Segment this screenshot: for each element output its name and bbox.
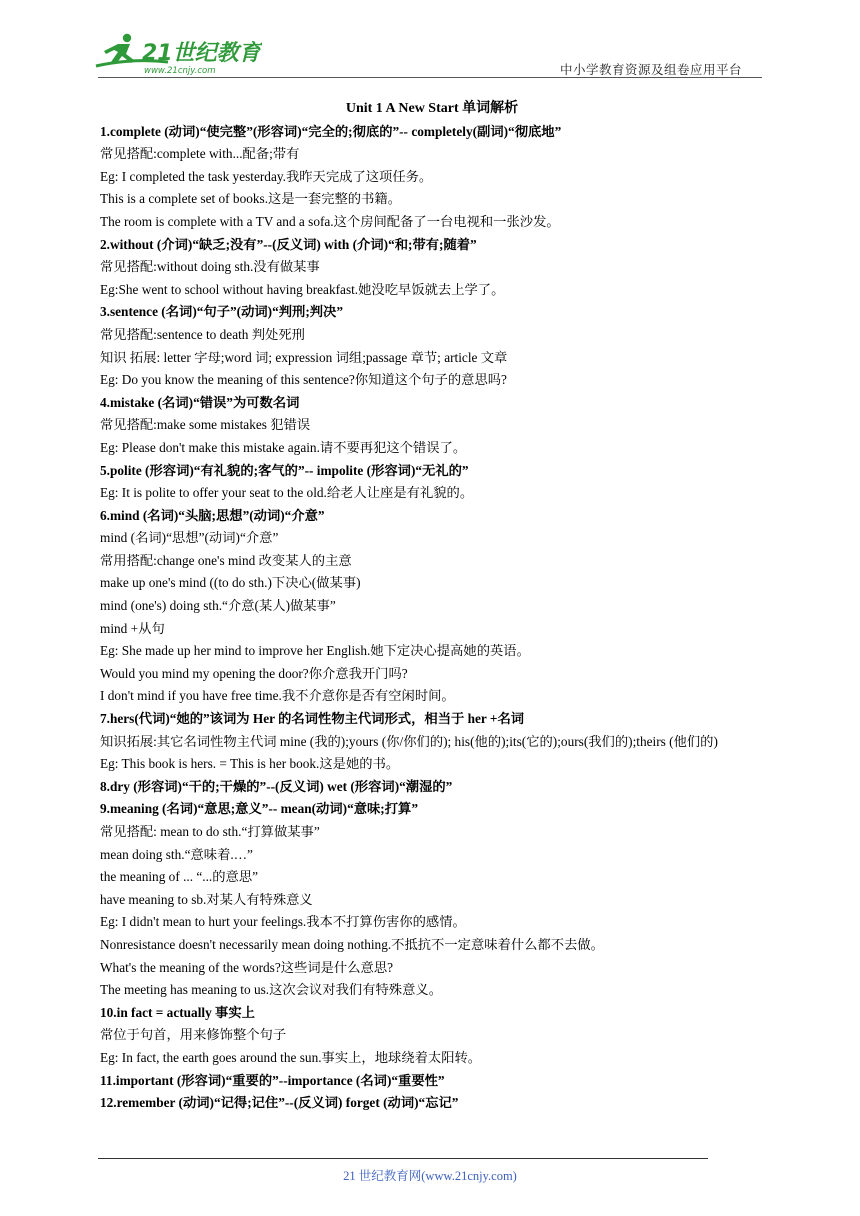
entry-heading: 5.polite (形容词)“有礼貌的;客气的”-- impolite (形容词)“无礼的” bbox=[100, 462, 469, 478]
entry-line: Eg: Please don't make this mistake again.请不要再犯这个错误了。 bbox=[100, 439, 467, 455]
entry-line: 常见搭配:sentence to death 判处死刑 bbox=[100, 326, 305, 342]
entry-line: Eg:She went to school without having breakfast.她没吃早饭就去上学了。 bbox=[100, 281, 505, 297]
entry-line: Eg: It is polite to offer your seat to the old.给老人让座是有礼貌的。 bbox=[100, 485, 474, 501]
entry-line: Eg: Do you know the meaning of this sentence?你知道这个句子的意思吗? bbox=[100, 372, 507, 388]
entry-list bbox=[100, 121, 764, 1115]
entry-line: The meeting has meaning to us.这次会议对我们有特殊意义。 bbox=[100, 982, 442, 998]
footer-divider bbox=[98, 1158, 708, 1159]
runner-icon bbox=[104, 34, 134, 64]
entry-heading: 4.mistake (名词)“错误”为可数名词 bbox=[100, 394, 300, 410]
entry-line: Eg: I completed the task yesterday.我昨天完成了这项任务。 bbox=[100, 168, 433, 184]
logo bbox=[92, 32, 262, 78]
entry-heading: 9.meaning (名词)“意思;意义”-- mean(动词)“意味;打算” bbox=[100, 801, 418, 817]
entry-line: Eg: In fact, the earth goes around the sun.事实上，地球绕着太阳转。 bbox=[100, 1049, 482, 1065]
entry-heading: 1.complete (动词)“使完整”(形容词)“完全的;彻底的”-- completely(副词)“彻底地” bbox=[100, 123, 562, 139]
entry-line: 常位于句首，用来修饰整个句子 bbox=[100, 1027, 287, 1043]
platform-name: 中小学教育资源及组卷应用平台 bbox=[560, 62, 743, 77]
entry-line: This is a complete set of books.这是一套完整的书籍。 bbox=[100, 191, 401, 207]
entry-line: mind (名词)“思想”(动词)“介意” bbox=[100, 530, 279, 546]
entry-line: 常用搭配:change one's mind 改变某人的主意 bbox=[100, 552, 352, 568]
entry-heading: 12.remember (动词)“记得;记住”--(反义词) forget (动词)“忘记” bbox=[100, 1095, 459, 1111]
entry-line: Nonresistance doesn't necessarily mean doing nothing.不抵抗不一定意味着什么都不去做。 bbox=[100, 936, 604, 952]
entry-line: 知识 拓展: letter 字母;word 词; expression 词组;passage 章节; article 文章 bbox=[100, 349, 508, 365]
entry-line: What's the meaning of the words?这些词是什么意思? bbox=[100, 959, 394, 975]
page-header bbox=[0, 0, 860, 80]
entry-line: 常见搭配:without doing sth.没有做某事 bbox=[100, 259, 320, 275]
entry-line: make up one's mind ((to do sth.)下决心(做某事) bbox=[100, 575, 361, 591]
entry-line: Eg: She made up her mind to improve her English.她下定决心提高她的英语。 bbox=[100, 643, 530, 659]
footer-text: 21 世纪教育网(www.21cnjy.com) bbox=[343, 1169, 517, 1183]
entry-line: 常见搭配: mean to do sth.“打算做某事” bbox=[100, 824, 320, 839]
entry-line: Eg: I didn't mean to hurt your feelings.我本不打算伤害你的感情。 bbox=[100, 914, 466, 930]
entry-heading: 7.hers(代词)“她的”该词为 Her 的名词性物主代词形式，相当于 her +名词 bbox=[100, 711, 525, 727]
entry-line: mean doing sth.“意味着.…” bbox=[100, 846, 253, 862]
logo-url: www.21cnjy.com bbox=[144, 66, 216, 76]
entry-line: mind +从句 bbox=[100, 620, 165, 636]
entry-line: 知识拓展:其它名词性物主代词 mine (我的);yours (你/你们的); his(他的);its(它的);ours(我们的);theirs (他们的) bbox=[100, 733, 718, 749]
page-title: Unit 1 A New Start 单词解析 bbox=[345, 101, 519, 116]
entry-heading: 10.in fact = actually 事实上 bbox=[100, 1004, 255, 1020]
entry-line: 常见搭配:complete with...配备;带有 bbox=[100, 146, 300, 162]
entry-heading: 3.sentence (名词)“句子”(动词)“判刑;判决” bbox=[100, 304, 343, 320]
entry-heading: 2.without (介词)“缺乏;没有”--(反义词) with (介词)“和;带有;随着” bbox=[100, 236, 477, 252]
entry-line: the meaning of ... “...的意思” bbox=[100, 869, 259, 885]
entry-line: 常见搭配:make some mistakes 犯错误 bbox=[100, 417, 311, 433]
entry-line: Would you mind my opening the door?你介意我开门吗? bbox=[100, 665, 408, 681]
document-body bbox=[100, 98, 764, 1115]
entry-heading: 6.mind (名词)“头脑;思想”(动词)“介意” bbox=[100, 507, 325, 523]
header-divider bbox=[98, 77, 762, 78]
entry-line: The room is complete with a TV and a sofa.这个房间配备了一台电视和一张沙发。 bbox=[100, 213, 560, 229]
entry-line: mind (one's) doing sth.“介意(某人)做某事” bbox=[100, 598, 336, 614]
entry-line: Eg: This book is hers. = This is her book.这是她的书。 bbox=[100, 756, 400, 772]
entry-line: I don't mind if you have free time.我不介意你是否有空闲时间。 bbox=[100, 688, 455, 704]
entry-heading: 8.dry (形容词)“干的;干燥的”--(反义词) wet (形容词)“潮湿的” bbox=[100, 778, 453, 794]
entry-heading: 11.important (形容词)“重要的”--importance (名词)“重要性” bbox=[100, 1072, 445, 1088]
entry-line: have meaning to sb.对某人有特殊意义 bbox=[100, 891, 313, 907]
logo-text: 21世纪教育 bbox=[142, 41, 261, 66]
